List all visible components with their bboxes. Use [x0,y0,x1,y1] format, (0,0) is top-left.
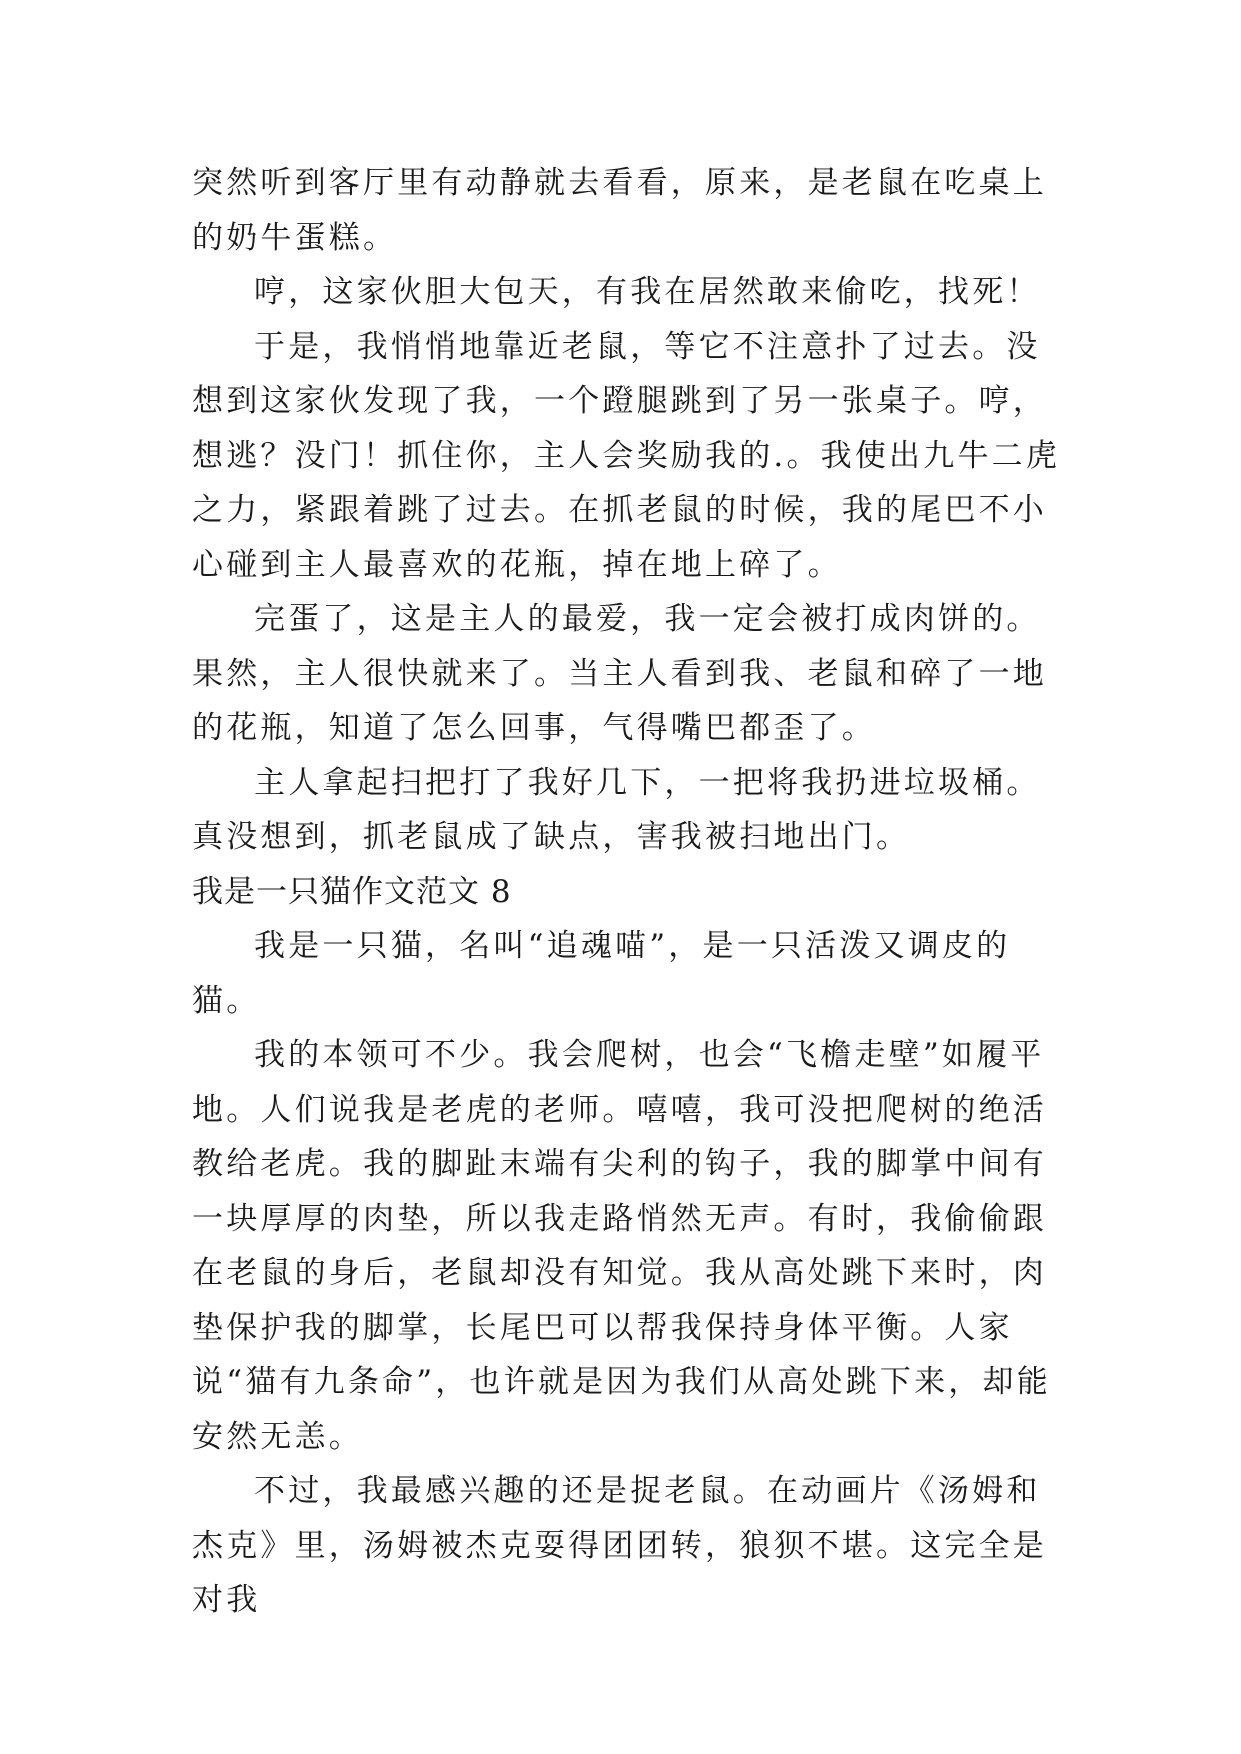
paragraph: 完蛋了，这是主人的最爱，我一定会被打成肉饼的。果然，主人很快就来了。当主人看到我、老鼠和碎了一地的花瓶，知道了怎么回事，气得嘴巴都歪了。 [192,601,1047,746]
paragraph: 主人拿起扫把打了我好几下，一把将我扔进垃圾桶。真没想到，抓老鼠成了缺点，害我被扫地出门。 [192,764,1041,855]
paragraph: 哼，这家伙胆大包天，有我在居然敢来偷吃，找死！ [254,274,1041,310]
paragraph: 于是，我悄悄地靠近老鼠，等它不注意扑了过去。没想到这家伙发现了我，一个蹬腿跳到了另一张桌子。哼，想逃？没门！抓住你，主人会奖励我的.。我使出九牛二虎之力，紧跟着跳了过去。在抓老鼠的时候，我的尾巴不小心碰到主人最喜欢的花瓶，掉在地上碎了。 [192,328,1061,583]
essay-body [192,156,1072,1628]
paragraph: 不过，我最感兴趣的还是捉老鼠。在动画片《汤姆和杰克》里，汤姆被杰克耍得团团转，狼狈不堪。这完全是对我 [192,1473,1047,1618]
paragraph: 我的本领可不少。我会爬树，也会“飞檐走壁”如履平地。人们说我是老虎的老师。嘻嘻，我可没把爬树的绝活教给老虎。我的脚趾末端有尖利的钩子，我的脚掌中间有一块厚厚的肉垫，所以我走路悄然无声。有时，我偷偷跟在老鼠的身后，老鼠却没有知觉。我从高处跳下来时，肉垫保护我的脚掌，长尾巴可以帮我保持身体平衡。人家说“猫有九条命”，也许就是因为我们从高处跳下来，却能安然无恙。 [192,1037,1051,1455]
essay-heading: 我是一只猫作文范文 8 [192,873,512,910]
paragraph: 我是一只猫，名叫“追魂喵”，是一只活泼又调皮的猫。 [192,928,1011,1019]
paragraph-continuation: 突然听到客厅里有动静就去看看，原来，是老鼠在吃桌上的奶牛蛋糕。 [192,165,1047,256]
